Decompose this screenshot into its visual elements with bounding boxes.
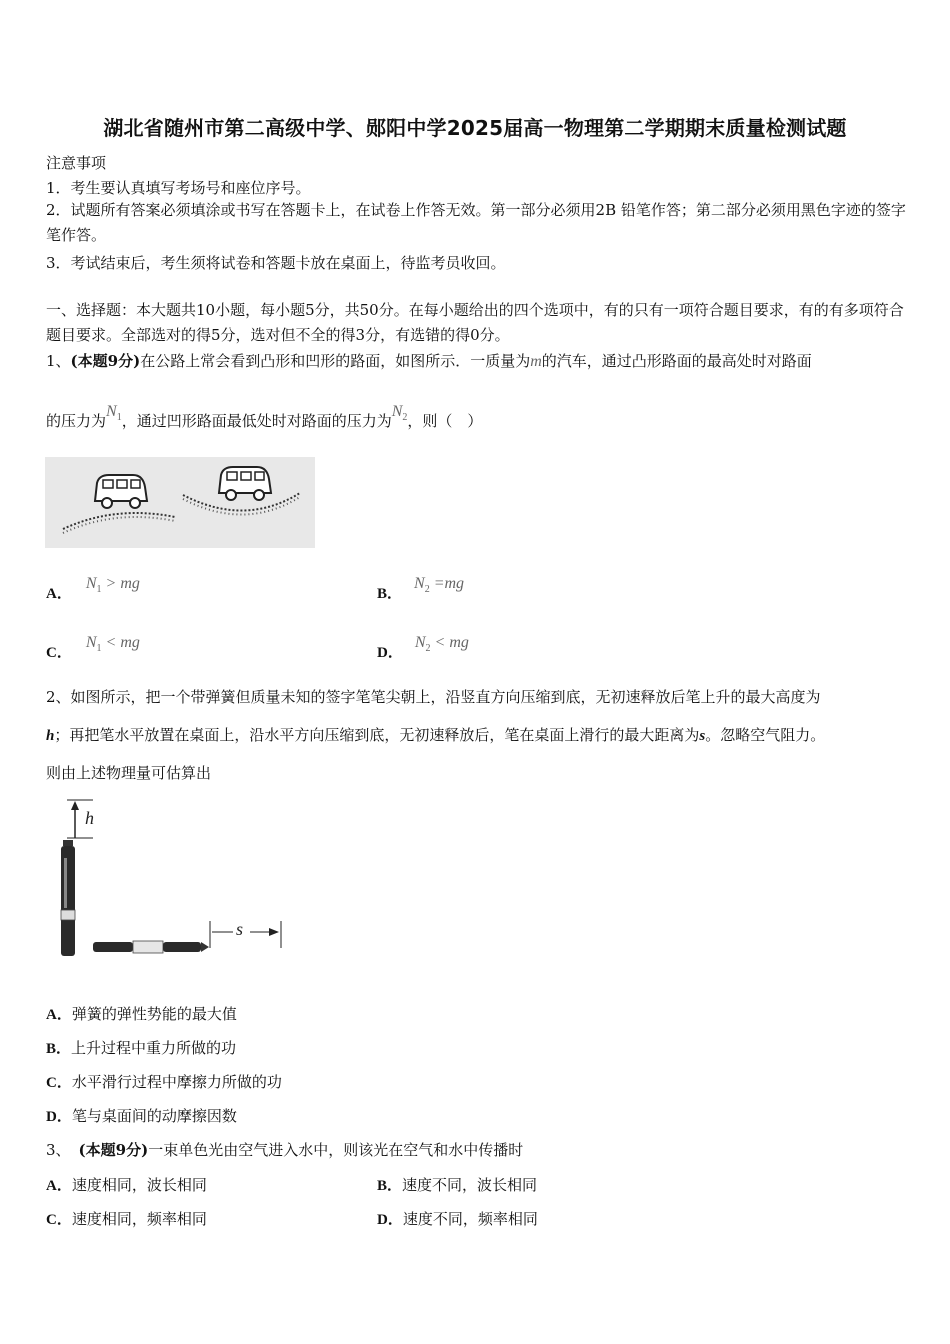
q1-text-a: 在公路上常会看到凸形和凹形的路面，如图所示．一质量为 [140, 352, 531, 370]
q1-road-figure [45, 457, 315, 548]
car-icon [219, 467, 271, 500]
q2-h-var: h [46, 728, 55, 744]
notice-item-1: 1．考生要认真填写考场号和座位序号。 [46, 179, 311, 197]
q1-text-c: 的压力为 [46, 412, 107, 430]
q1-text-d: ，通过凹形路面最低处时对路面的压力为 [121, 412, 392, 430]
notice-item-3: 3．考试结束后，考生须将试卷和答题卡放在桌面上，待监考员收回。 [46, 254, 506, 272]
q3-option-c: C．速度相同，频率相同 [46, 1210, 207, 1228]
q1-mass-var: m [530, 353, 542, 370]
q1-n1: $N_1$ [106, 403, 122, 423]
q2-fig-s-label: s [236, 919, 244, 939]
section-intro: 一、选择题：本大题共10小题，每小题5分，共50分。在每小题给出的四个选项中，有的只有一项符合题目要求，有的有多项符合题目要求。全部选对的得5分，选对但不全的得3分，有选错的得0分。 [46, 301, 904, 344]
q2-option-c: C．水平滑行过程中摩擦力所做的功 [46, 1073, 282, 1091]
notice-heading: 注意事项 [46, 154, 107, 172]
q2-option-a: A．弹簧的弹性势能的最大值 [46, 1005, 237, 1023]
q3-option-b: B．速度不同，波长相同 [377, 1176, 538, 1194]
q1-option-a: A．$N_1$ > mg [46, 575, 140, 602]
q2-stem-line1: 2、如图所示，把一个带弹簧但质量未知的签字笔笔尖朝上，沿竖直方向压缩到底，无初速释放后笔上升的最大高度为 [46, 688, 821, 706]
q2-option-d: D．笔与桌面间的动摩擦因数 [46, 1107, 237, 1125]
q1-text-b: 的汽车，通过凸形路面的最高处时对路面 [541, 352, 812, 370]
q3-option-a: A．速度相同，波长相同 [46, 1176, 207, 1194]
q1-stem-line1 [46, 350, 812, 371]
q1-number: 1、 [46, 352, 71, 370]
q2-fig-h-label: h [85, 808, 94, 828]
q3-stem: 3、 (本题9分)一束单色光由空气进入水中，则该光在空气和水中传播时 [46, 1141, 524, 1159]
q1-text-e: ，则（ ） [407, 412, 483, 430]
page-title: 湖北省随州市第二高级中学、郧阳中学2025届高一物理第二学期期末质量检测试题 [103, 116, 847, 140]
q1-stem-line2 [46, 403, 483, 433]
q2-stem-line2: h；再把笔水平放置在桌面上，沿水平方向压缩到底，无初速释放后，笔在桌面上滑行的最大距离为s。忽略空气阻力。 [46, 726, 826, 744]
notice-item-2: 2．试题所有答案必须填涂或书写在答题卡上，在试卷上作答无效。第一部分必须用2B 铅笔作答；第二部分必须用黑色字迹的签字笔作答。 [46, 201, 906, 244]
q3-option-d: D．速度不同，频率相同 [377, 1210, 538, 1228]
q2-option-b: B．上升过程中重力所做的功 [46, 1039, 237, 1057]
q1-option-d: D．$N_2$ < mg [377, 634, 469, 661]
q1-score-tag: (本题9分) [70, 352, 141, 370]
q3-score-tag: (本题9分) [78, 1141, 149, 1159]
q1-option-c: C．$N_1$ < mg [46, 634, 140, 661]
q1-option-b: B．$N_2 =mg$ [377, 575, 465, 602]
q2-pen-figure [55, 798, 290, 963]
q1-n2: $N_2$ [391, 403, 408, 423]
car-icon [95, 475, 147, 508]
q2-stem-line3: 则由上述物理量可估算出 [46, 764, 212, 782]
q2-s-var: s [699, 728, 706, 744]
q1-road-svg [45, 457, 315, 548]
